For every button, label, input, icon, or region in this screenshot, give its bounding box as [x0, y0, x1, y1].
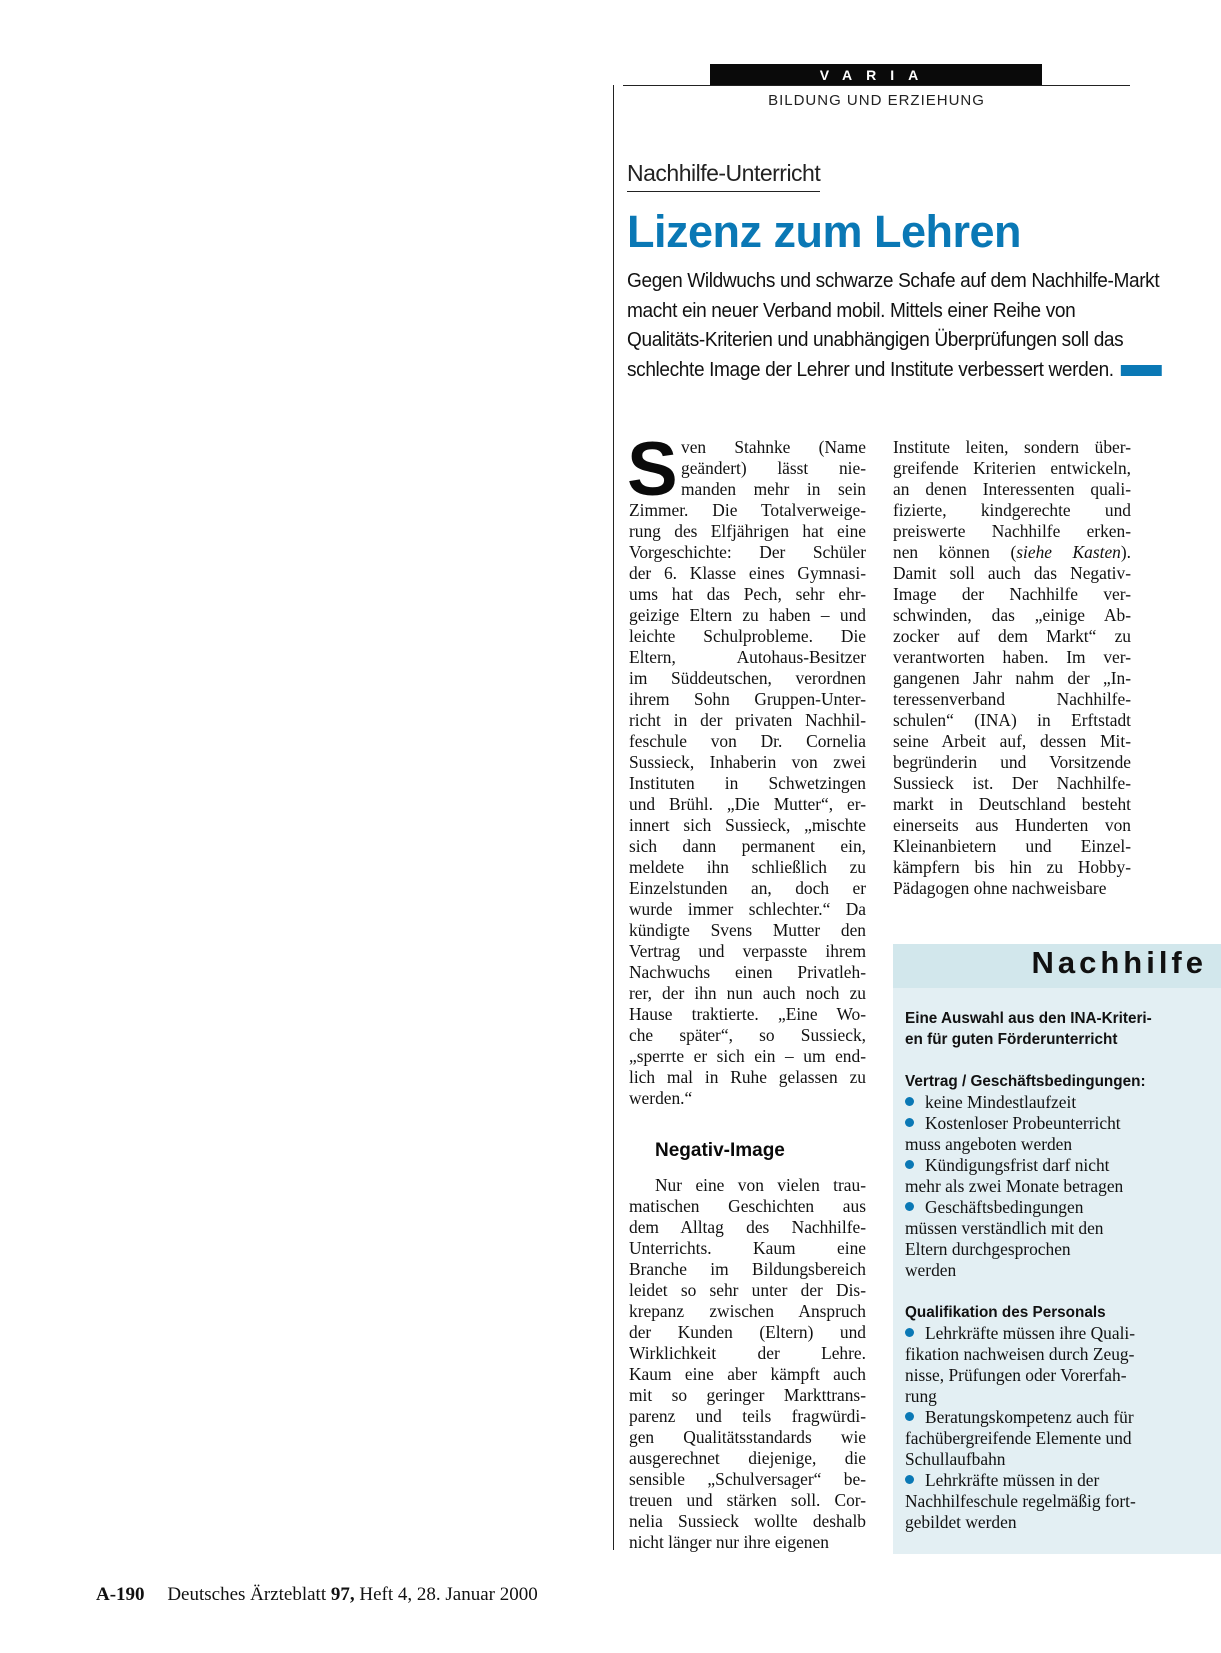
- sidebar-criteria-line: [905, 1134, 1205, 1155]
- text-line: kündigte Svens Mutter den: [629, 920, 866, 940]
- text-line: parenz und teils fragwürdi-: [629, 1406, 866, 1426]
- text-line: Pädagogen ohne nachweisbare: [893, 878, 1107, 898]
- sidebar-criteria-line: [905, 1239, 1205, 1260]
- sidebar-criteria-text: fikation nachweisen durch Zeug-: [905, 1344, 1135, 1364]
- section-label: BILDUNG UND ERZIEHUNG: [768, 92, 985, 109]
- text-line: nicht länger nur ihre eigenen: [629, 1532, 829, 1552]
- sidebar-criteria-line: [905, 1155, 1205, 1176]
- text-line: „sperrte er sich ein – um end-: [629, 1046, 866, 1066]
- text-line: gen Qualitätsstandards wie: [629, 1427, 866, 1447]
- body-column-1-continued: [629, 1175, 866, 1553]
- text-line: preiswerte Nachhilfe erken-: [893, 521, 1131, 541]
- text-line: der 6. Klasse eines Gymnasi-: [629, 563, 866, 583]
- sidebar-criteria-text: mehr als zwei Monate betragen: [905, 1176, 1124, 1196]
- lead-line: schlechte Image der Lehrer und Institute verbessert werden.: [627, 355, 1101, 385]
- sidebar-criteria-line: [905, 1428, 1205, 1449]
- text-line: ums hat das Pech, sehr ehr-: [629, 584, 866, 604]
- text-line: werden.“: [629, 1088, 693, 1108]
- text-line: schwinden, das „einige Ab-: [893, 605, 1131, 625]
- text-line: zocker auf dem Markt“ zu: [893, 626, 1131, 646]
- text-line: Hause traktierte. „Eine Wo-: [629, 1004, 866, 1024]
- lead-end-mark: [1121, 365, 1162, 376]
- text-line: Kaum eine aber kämpft auch: [629, 1364, 866, 1384]
- subheading: Negativ-Image: [655, 1140, 785, 1161]
- sidebar-criteria-text: müssen verständlich mit den: [905, 1218, 1104, 1238]
- lead-line: Qualitäts-Kriterien und unabhängigen Überprüfungen soll das: [627, 328, 1124, 351]
- sidebar-section-heading: Vertrag / Geschäftsbedingungen:: [905, 1073, 1146, 1090]
- sidebar-criteria-text: Schullaufbahn: [905, 1449, 1006, 1469]
- journal-name: Deutsches Ärzteblatt: [167, 1584, 327, 1605]
- journal-volume: 97,: [330, 1584, 355, 1605]
- text-line: Damit soll auch das Negativ-: [893, 563, 1131, 583]
- lead-line: Gegen Wildwuchs und schwarze Schafe auf dem Nachhilfe-Markt: [627, 269, 1160, 292]
- text-line: ven Stahnke (Name: [681, 437, 866, 457]
- text-line: rung des Elfjährigen hat eine: [629, 521, 866, 541]
- sidebar-criteria-line: [905, 1491, 1205, 1512]
- column-divider: [613, 85, 614, 1550]
- text-line: markt in Deutschland besteht: [893, 794, 1131, 814]
- text-line: teressenverband Nachhilfe-: [893, 689, 1131, 709]
- text-line: treuen und stärken soll. Cor-: [629, 1490, 866, 1510]
- sidebar-criteria-text: Kostenloser Probeunterricht: [925, 1113, 1121, 1133]
- text-line: Wirklichkeit der Lehre.: [629, 1343, 866, 1363]
- sidebar-criteria-line: [905, 1407, 1205, 1428]
- text-line: Instituten in Schwetzingen: [629, 773, 866, 793]
- text-line: sensible „Schulversager“ be-: [629, 1469, 866, 1489]
- sidebar-criteria-line: [905, 1344, 1205, 1365]
- text-line: greifende Kriterien entwickeln,: [893, 458, 1131, 478]
- text-line: innert sich Sussieck, „mischte: [629, 815, 866, 835]
- text-line: gangenen Jahr nahm der „In-: [893, 668, 1131, 688]
- text-line: schulen“ (INA) in Erftstadt: [893, 710, 1131, 730]
- sidebar-criteria-line: [905, 1092, 1205, 1113]
- text-line: nelia Sussieck wollte deshalb: [629, 1511, 866, 1531]
- text-line: leichte Schulprobleme. Die: [629, 626, 866, 646]
- bullet-icon: [905, 1328, 914, 1337]
- sidebar-criteria-line: [905, 1470, 1205, 1491]
- sidebar-criteria-line: [905, 1365, 1205, 1386]
- text-line: einerseits aus Hunderten von: [893, 815, 1131, 835]
- text-line: rer, der ihn nun auch noch zu: [629, 983, 866, 1003]
- text-line: meldete ihn schließlich zu: [629, 857, 866, 877]
- text-line: Sussieck ist. Der Nachhilfe-: [893, 773, 1131, 793]
- sidebar-criteria-line: [905, 1176, 1205, 1197]
- bullet-icon: [905, 1475, 914, 1484]
- text-line: geändert) lässt nie-: [681, 458, 866, 478]
- text-line: nen können (siehe Kasten).: [893, 542, 1132, 562]
- text-line: Zimmer. Die Totalverweige-: [629, 500, 866, 520]
- bullet-icon: [905, 1160, 914, 1169]
- article-headline: Lizenz zum Lehren: [627, 206, 1022, 257]
- sidebar-criteria-line: [905, 1260, 1205, 1281]
- text-line: Nur eine von vielen trau-: [655, 1175, 866, 1195]
- sidebar-criteria-line: [905, 1323, 1205, 1344]
- sidebar-intro: [905, 1008, 1205, 1050]
- text-line: che später“, so Sussieck,: [629, 1025, 866, 1045]
- drop-cap: S: [627, 427, 678, 512]
- text-line: Kleinanbietern und Einzel-: [893, 836, 1131, 856]
- sidebar-intro-line: Eine Auswahl aus den INA-Kriteri-: [905, 1010, 1152, 1027]
- sidebar-criteria-text: Lehrkräfte müssen ihre Quali-: [925, 1323, 1136, 1343]
- header-rule: [623, 85, 1130, 86]
- sidebar-criteria-text: Eltern durchgesprochen: [905, 1239, 1071, 1259]
- sidebar-section-heading: Qualifikation des Personals: [905, 1304, 1106, 1321]
- text-line: lich mal in Ruhe gelassen zu: [629, 1067, 866, 1087]
- text-line: geizige Eltern zu haben – und: [629, 605, 866, 625]
- sidebar-criteria-text: Lehrkräfte müssen in der: [925, 1470, 1100, 1490]
- bullet-icon: [905, 1202, 914, 1211]
- text-line: im Süddeutschen, verordnen: [629, 668, 866, 688]
- text-line: begründerin und Vorsitzende: [893, 752, 1131, 772]
- text-line: verantworten haben. Im ver-: [893, 647, 1131, 667]
- text-line: Sussieck, Inhaberin von zwei: [629, 752, 866, 772]
- body-column-1: [627, 427, 866, 1109]
- sidebar-criteria-line: [905, 1218, 1205, 1239]
- text-line: Institute leiten, sondern über-: [893, 437, 1131, 457]
- text-line: Eltern, Autohaus-Besitzer: [629, 647, 866, 667]
- sidebar-intro-line: en für guten Förderunterricht: [905, 1031, 1118, 1048]
- sidebar-criteria-text: muss angeboten werden: [905, 1134, 1073, 1154]
- text-line: Branche im Bildungsbereich: [629, 1259, 866, 1279]
- sidebar-criteria-text: Kündigungsfrist darf nicht: [925, 1155, 1110, 1175]
- text-line: Vorgeschichte: Der Schüler: [629, 542, 866, 562]
- sidebar-criteria-list: [905, 1323, 1205, 1533]
- lead-line: macht ein neuer Verband mobil. Mittels einer Reihe von: [627, 298, 1076, 322]
- sidebar-criteria-text: rung: [905, 1386, 937, 1406]
- sidebar-criteria-line: [905, 1197, 1205, 1218]
- text-line: Image der Nachhilfe ver-: [893, 584, 1131, 604]
- page-number: A-190: [96, 1584, 145, 1605]
- sidebar-criteria-text: fachübergreifende Elemente und: [905, 1428, 1132, 1448]
- article-lead: [627, 266, 1160, 384]
- sidebar-criteria-text: keine Mindestlaufzeit: [925, 1092, 1077, 1112]
- text-line: seine Arbeit auf, dessen Mit-: [893, 731, 1131, 751]
- sidebar-criteria-text: Geschäftsbedingungen: [925, 1197, 1084, 1217]
- text-line: Unterrichts. Kaum eine: [629, 1238, 866, 1258]
- sidebar-criteria-list: [905, 1092, 1205, 1281]
- issue-date: Heft 4, 28. Januar 2000: [359, 1584, 538, 1605]
- sidebar-title: Nachhilfe: [1031, 945, 1207, 980]
- text-line: und Brühl. „Die Mutter“, er-: [629, 794, 866, 814]
- text-line: matischen Geschichten aus: [629, 1196, 866, 1216]
- text-line: Einzelstunden an, doch er: [629, 878, 866, 898]
- sidebar-criteria-line: [905, 1386, 1205, 1407]
- text-line: sich dann permanent ein,: [629, 836, 866, 856]
- text-line: manden mehr in sein: [681, 479, 866, 499]
- bullet-icon: [905, 1097, 914, 1106]
- bullet-icon: [905, 1118, 914, 1127]
- text-line: fizierte, kindgerechte und: [893, 500, 1131, 520]
- text-line: wurde immer schlechter.“ Da: [629, 899, 866, 919]
- sidebar-criteria-text: nisse, Prüfungen oder Vorerfah-: [905, 1365, 1127, 1385]
- text-line: Vertrag und verpasste ihrem: [629, 941, 866, 961]
- bullet-icon: [905, 1412, 914, 1421]
- sidebar-criteria-text: Beratungskompetenz auch für: [925, 1407, 1134, 1427]
- text-line: ihrem Sohn Gruppen-Unter-: [629, 689, 866, 709]
- text-line: dem Alltag des Nachhilfe-: [629, 1217, 866, 1237]
- text-line: mit so geringer Markttrans-: [629, 1385, 866, 1405]
- text-line: an denen Interessenten quali-: [893, 479, 1131, 499]
- text-line: krepanz zwischen Anspruch: [629, 1301, 866, 1321]
- sidebar-criteria-line: [905, 1512, 1205, 1533]
- page-footer: [96, 1584, 538, 1606]
- body-column-2: [893, 437, 1131, 899]
- sidebar-criteria-text: Nachhilfeschule regelmäßig fort-: [905, 1491, 1136, 1511]
- article-kicker: Nachhilfe-Unterricht: [627, 160, 820, 192]
- text-line: ausgerechnet diejenige, die: [629, 1448, 866, 1468]
- sidebar-criteria-line: [905, 1113, 1205, 1134]
- text-line: Nachwuchs einen Privatleh-: [629, 962, 866, 982]
- rubric-bar: VARIA: [710, 64, 1042, 86]
- text-line: feschule von Dr. Cornelia: [629, 731, 866, 751]
- sidebar-criteria-line: [905, 1449, 1205, 1470]
- sidebar-content: [905, 1008, 1205, 1554]
- text-line: leidet so sehr unter der Dis-: [629, 1280, 866, 1300]
- text-line: richt in der privaten Nachhil-: [629, 710, 866, 730]
- sidebar-criteria-text: werden: [905, 1260, 957, 1280]
- sidebar-criteria-text: gebildet werden: [905, 1512, 1017, 1532]
- text-line: der Kunden (Eltern) und: [629, 1322, 866, 1342]
- text-line: kämpfern bis hin zu Hobby-: [893, 857, 1131, 877]
